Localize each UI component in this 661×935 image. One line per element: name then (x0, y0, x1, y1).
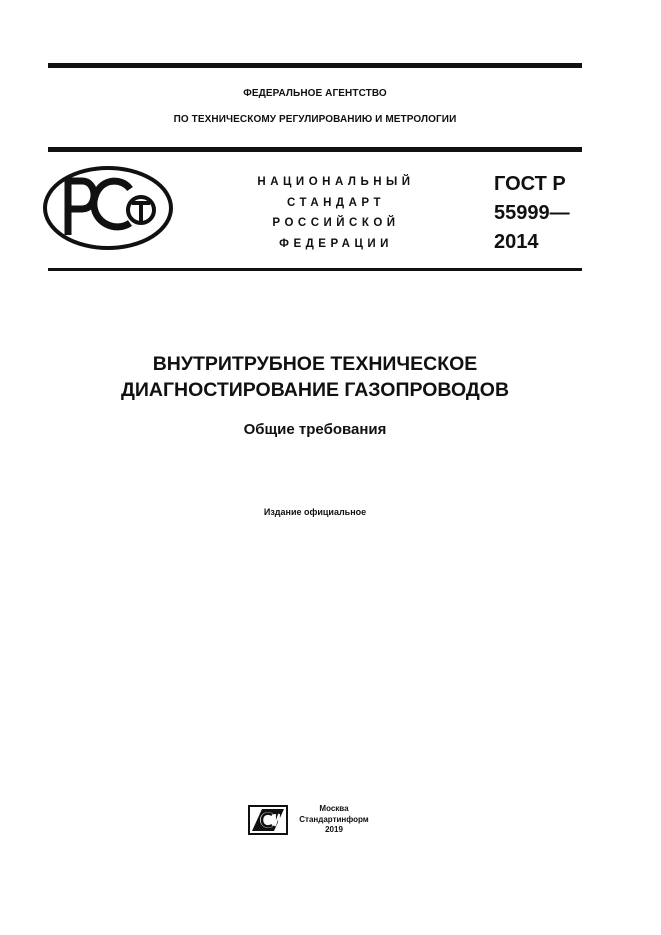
standard-line-3: РОССИЙСКОЙ (272, 217, 400, 229)
rst-emblem-icon (42, 165, 174, 251)
top-rule (48, 63, 582, 68)
designation-line-2: 55999— (494, 202, 570, 224)
edition-note: Издание официальное (263, 507, 367, 517)
document-title (48, 351, 582, 403)
agency-name-line1: ФЕДЕРАЛЬНОЕ АГЕНТСТВО (243, 88, 387, 99)
agency-name-line2: ПО ТЕХНИЧЕСКОМУ РЕГУЛИРОВАНИЮ И МЕТРОЛОГИИ (173, 114, 457, 125)
standartinform-logo-icon (248, 805, 288, 835)
designation-line-1: ГОСТ Р (494, 173, 566, 195)
title-line-1: ВНУТРИТРУБНОЕ ТЕХНИЧЕСКОЕ (152, 353, 478, 375)
bottom-rule (48, 268, 582, 271)
national-standard-block (236, 172, 436, 254)
standard-line-1: НАЦИОНАЛЬНЫЙ (257, 176, 415, 188)
document-subtitle: Общие требования (243, 421, 387, 438)
middle-rule (48, 147, 582, 152)
standard-designation (494, 170, 570, 257)
standard-line-2: СТАНДАРТ (287, 196, 385, 209)
title-line-2: ДИАГНОСТИРОВАНИЕ ГАЗОПРОВОДОВ (120, 379, 510, 401)
publisher-name: Стандартинформ (299, 814, 369, 824)
publisher-city: Москва (319, 804, 349, 813)
publisher-block (296, 804, 372, 836)
designation-line-3: 2014 (494, 231, 539, 253)
publication-year: 2019 (325, 825, 343, 834)
standard-line-4: ФЕДЕРАЦИИ (279, 237, 393, 250)
